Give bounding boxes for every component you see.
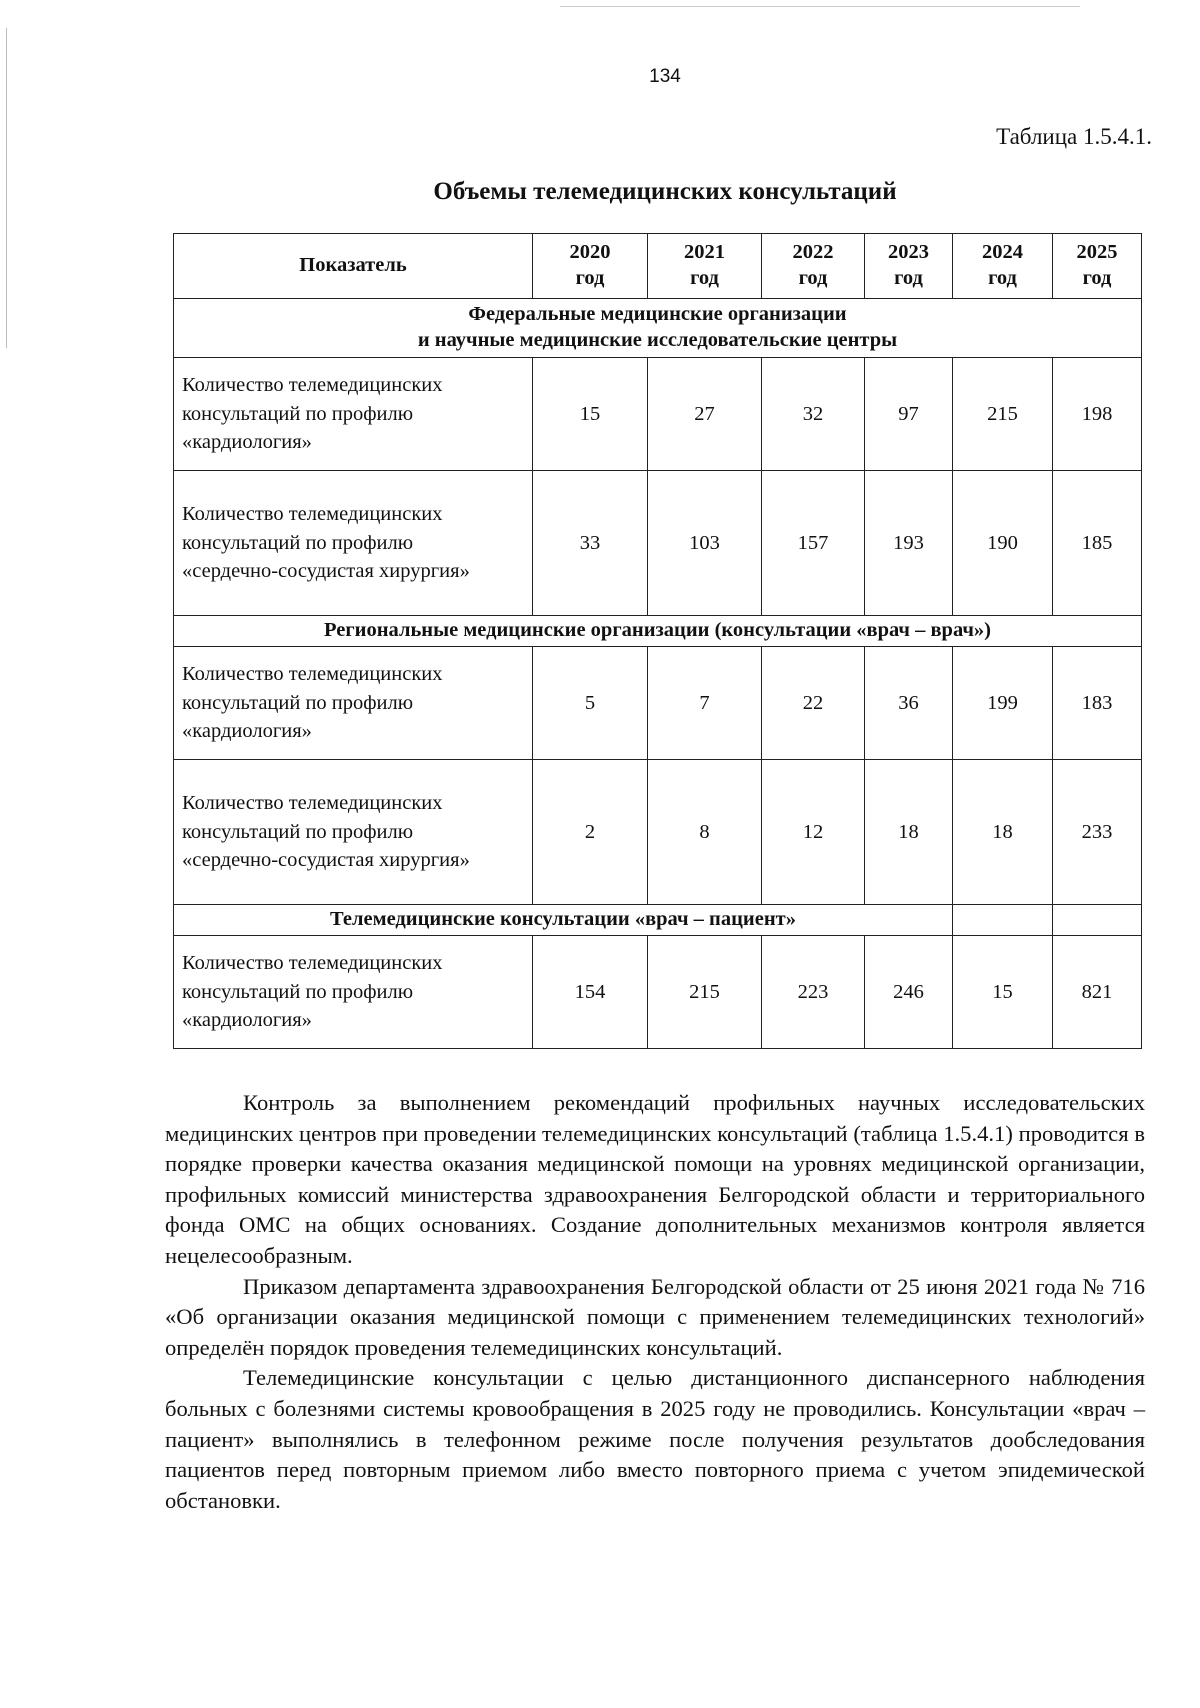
value-cell: 97 — [865, 358, 953, 471]
value-cell: 18 — [865, 760, 953, 905]
value-cell: 215 — [648, 936, 762, 1049]
header-year-2022: 2022 год — [762, 234, 865, 299]
consultations-table — [173, 233, 1142, 1049]
value-cell: 103 — [648, 471, 762, 616]
table-header-row — [174, 234, 1142, 299]
indicator-cell: Количество телемедицинских консультаций по профилю «кардиология» — [174, 358, 533, 471]
value-cell: 7 — [648, 647, 762, 760]
section-title: Телемедицинские консультации «врач – пациент» — [174, 905, 953, 936]
value-cell: 36 — [865, 647, 953, 760]
value-cell: 32 — [762, 358, 865, 471]
value-cell: 215 — [953, 358, 1053, 471]
table-label: Таблица 1.5.4.1. — [996, 124, 1152, 149]
section-row-doctor-patient — [174, 905, 1142, 936]
value-cell: 821 — [1053, 936, 1142, 1049]
empty-cell — [1053, 905, 1142, 936]
value-cell: 33 — [533, 471, 648, 616]
empty-cell — [953, 905, 1053, 936]
value-cell: 15 — [533, 358, 648, 471]
header-year-2024: 2024 год — [953, 234, 1053, 299]
value-cell: 15 — [953, 936, 1053, 1049]
value-cell: 2 — [533, 760, 648, 905]
value-cell: 157 — [762, 471, 865, 616]
section-title: Региональные медицинские организации (консультации «врач – врач») — [174, 616, 1142, 647]
value-cell: 154 — [533, 936, 648, 1049]
header-year-2023: 2023 год — [865, 234, 953, 299]
value-cell: 190 — [953, 471, 1053, 616]
value-cell: 18 — [953, 760, 1053, 905]
paragraph: Контроль за выполнением рекомендаций профильных научных исследовательских медицинских центров при проведении телемедицинских консультаций (таблица 1.5.4.1) проводится в порядке проверки качества оказания медицинской помощи на уровнях медицинской организации, профильных комиссий министерства здравоохранения Белгородской области и территориального фонда ОМС на общих основаниях. Создание дополнительных механизмов контроля является нецелесообразным. — [165, 1090, 1145, 1268]
header-year-2020: 2020 год — [533, 234, 648, 299]
value-cell: 193 — [865, 471, 953, 616]
value-cell: 183 — [1053, 647, 1142, 760]
table-row — [174, 647, 1142, 760]
value-cell: 27 — [648, 358, 762, 471]
table-row — [174, 471, 1142, 616]
value-cell: 198 — [1053, 358, 1142, 471]
value-cell: 185 — [1053, 471, 1142, 616]
scan-edge-line — [560, 6, 1080, 7]
table-row — [174, 760, 1142, 905]
header-year-2025: 2025 год — [1053, 234, 1142, 299]
value-cell: 22 — [762, 647, 865, 760]
table-row — [174, 358, 1142, 471]
value-cell: 199 — [953, 647, 1053, 760]
header-indicator: Показатель — [174, 234, 533, 299]
indicator-cell: Количество телемедицинских консультаций по профилю «кардиология» — [174, 647, 533, 760]
indicator-cell: Количество телемедицинских консультаций по профилю «кардиология» — [174, 936, 533, 1049]
indicator-cell: Количество телемедицинских консультаций по профилю «сердечно-сосудистая хирургия» — [174, 471, 533, 616]
value-cell: 223 — [762, 936, 865, 1049]
body-text — [165, 1088, 1145, 1516]
paragraph: Приказом департамента здравоохранения Белгородской области от 25 июня 2021 года № 716 «Об организации оказания медицинской помощи с применением телемедицинских технологий» определён порядок проведения телемедицинских консультаций. — [165, 1273, 1145, 1360]
value-cell: 233 — [1053, 760, 1142, 905]
header-year-2021: 2021 год — [648, 234, 762, 299]
page-number: 134 — [649, 66, 681, 87]
value-cell: 246 — [865, 936, 953, 1049]
table-title: Объемы телемедицинских консультаций — [433, 178, 897, 205]
value-cell: 12 — [762, 760, 865, 905]
indicator-cell: Количество телемедицинских консультаций по профилю «сердечно-сосудистая хирургия» — [174, 760, 533, 905]
section-row-federal — [174, 299, 1142, 358]
value-cell: 5 — [533, 647, 648, 760]
table-row — [174, 936, 1142, 1049]
value-cell: 8 — [648, 760, 762, 905]
section-row-regional — [174, 616, 1142, 647]
section-title: Федеральные медицинские организации и научные медицинские исследовательские центры — [174, 299, 1142, 358]
paragraph: Телемедицинские консультации с целью дистанционного диспансерного наблюдения больных с болезнями системы кровообращения в 2025 году не проводились. Консультации «врач – пациент» выполнялись в телефонном режиме после получения результатов дообследования пациентов перед повторным приемом либо вместо повторного приема с учетом эпидемической обстановки. — [165, 1365, 1145, 1513]
